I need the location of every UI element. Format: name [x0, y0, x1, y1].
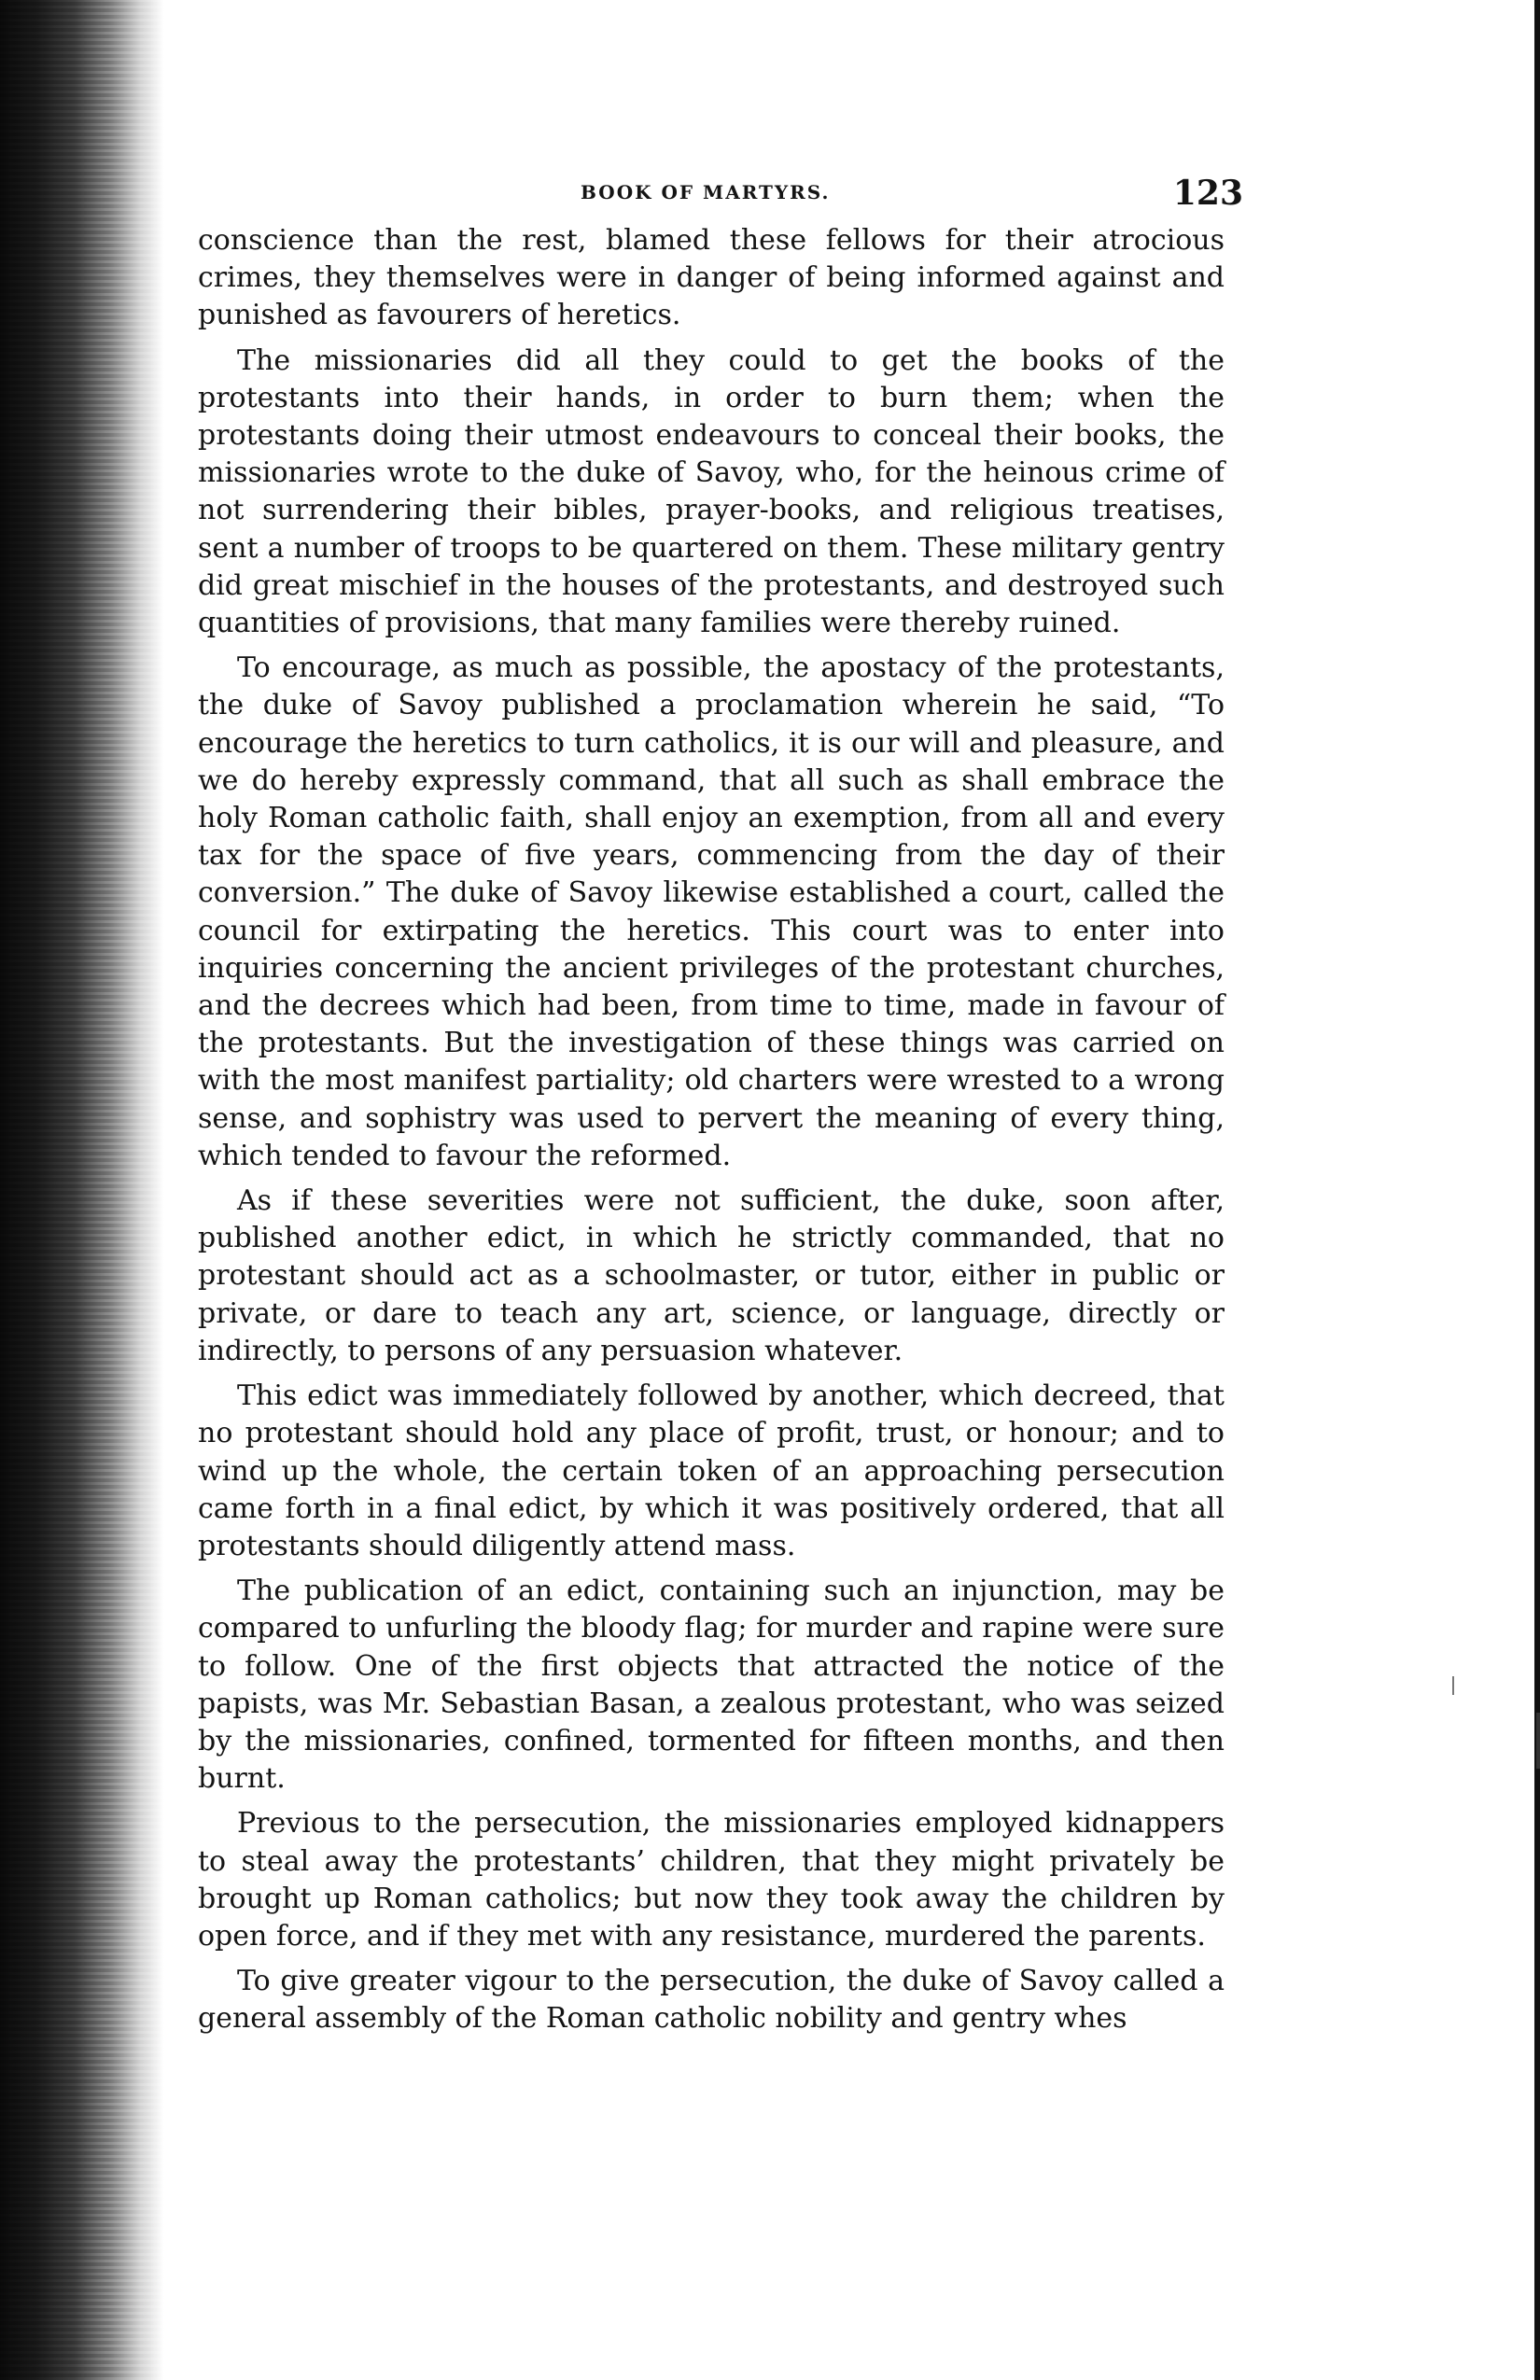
paragraph: To encourage, as much as possible, the apostacy of the protestants, the duke of Savoy published a proclamation wherein he said, “To encourage the heretics to turn catholics, it is our will and pleasure, and we do hereby expressly command, that all such as shall embrace the holy Roman catholic faith, shall enjoy an exemption, from all and every tax for the space of five years, commencing from the day of their conversion.” The duke of Savoy likewise established a court, called the council for extirpating the heretics. This court was to enter into inquiries concerning the ancient privileges of the protestant churches, and the decrees which had been, from time to time, made in favour of the protestants. But the investigation of these things was carried on with the most manifest partiality; old charters were wrested to a wrong sense, and sophistry was used to pervert the meaning of every thing, which tended to favour the reformed. [198, 651, 1225, 1172]
page-number: 123 [1172, 174, 1243, 213]
paragraph: Previous to the persecution, the missionaries employed kidnappers to steal away the protestants’ children, that they might privately be brought up Roman catholics; but now they took away the children by open force, and if they met with any resistance, murdered the parents. [198, 1807, 1225, 1953]
paragraph: The missionaries did all they could to get the books of the protestants into their hands, in order to burn them; when the protestants doing their utmost endeavours to conceal their books, the missionaries wrote to the duke of Savoy, who, for the heinous crime of not surrendering their bibles, prayer-books, and religious treatises, sent a number of troops to be quartered on them. These military gentry did great mischief in the houses of the protestants, and destroyed such quantities of provisions, that many families were thereby ruined. [198, 343, 1225, 640]
right-page-edge [1534, 0, 1540, 2380]
stray-ink-mark [1452, 1676, 1454, 1695]
body-text [198, 222, 1225, 2046]
page-header [198, 174, 1243, 220]
paragraph-continued: conscience than the rest, blamed these fellows for their atrocious crimes, they themselves were in danger of being informed against and punished as favourers of heretics. [198, 224, 1225, 332]
paragraph: As if these severities were not sufficient, the duke, soon after, published another edict, in which he strictly commanded, that no protestant should act as a schoolmaster, or tutor, either in public or private, or dare to teach any art, science, or language, directly or indirectly, to persons of any persuasion whatever. [198, 1184, 1225, 1367]
running-head: BOOK OF MARTYRS. [581, 181, 831, 203]
gutter-texture [0, 0, 163, 2380]
right-edge-mark [1536, 1713, 1540, 1769]
paragraph: To give greater vigour to the persecution, the duke of Savoy called a general assembly of the Roman catholic nobility and gentry whes [198, 1965, 1225, 2036]
paragraph: This edict was immediately followed by another, which decreed, that no protestant should hold any place of profit, trust, or honour; and to wind up the whole, the certain token of an approaching persecution came forth in a final edict, by which it was positively ordered, that all protestants should diligently attend mass. [198, 1379, 1225, 1562]
paragraph: The publication of an edict, containing such an injunction, may be compared to unfurling the bloody flag; for murder and rapine were sure to follow. One of the first objects that attracted the notice of the papists, was Mr. Sebastian Basan, a zealous protestant, who was seized by the missionaries, confined, tormented for fifteen months, and then burnt. [198, 1575, 1225, 1796]
